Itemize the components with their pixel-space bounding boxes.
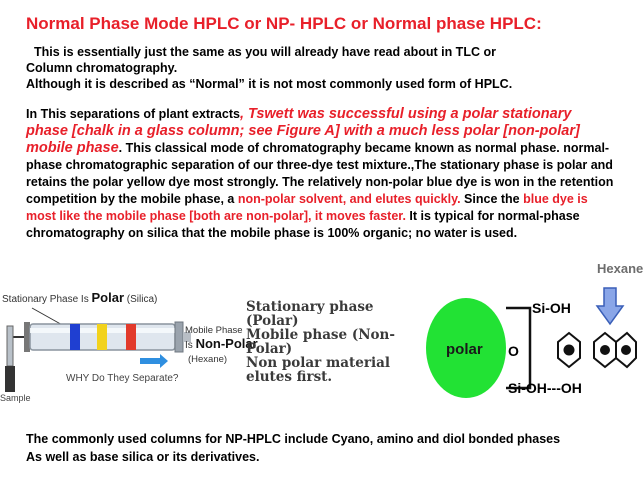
- body-paragraph: [26, 106, 616, 242]
- notes-line-4: Polar): [246, 341, 293, 357]
- hexagon-left-dot: [564, 345, 575, 356]
- column-end-cap-right: [175, 322, 183, 352]
- yellow-band: [97, 324, 107, 350]
- para-text-3: Since the: [460, 192, 524, 206]
- notes-line-2: (Polar): [246, 313, 299, 329]
- hexane-arrow: [597, 288, 623, 324]
- mobile-label-nonpolar: Non-Polar: [195, 336, 258, 351]
- footer-line-1: The commonly used columns for NP-HPLC include Cyano, amino and diol bonded phases: [26, 432, 561, 446]
- para-bluedye-highlight: blue dye is most like the mobile phase [both are non-polar], it moves faster.: [26, 192, 588, 223]
- red-band: [126, 324, 136, 350]
- para-text-4: It is typical for normal-phase chromatography on silica that the mobile phase is 100% organic; no water is used.: [26, 209, 580, 240]
- sample-vial: [7, 326, 13, 366]
- mobile-label-is: Is: [185, 340, 196, 351]
- si-oh-bottom: Si-OH---OH: [508, 380, 582, 396]
- footer-line-2: As well as base silica or its derivatives.: [26, 450, 260, 464]
- notes-line-3: Mobile phase (Non-: [246, 327, 395, 343]
- stationary-phase-label: [2, 290, 157, 305]
- para-text-2: . This classical mode of chromatography became known as normal phase. normal-phase chromatographic separation of our three-dye test mixture.,The stationary phase is polar and retains the polar yellow dye most strongly. The relatively non-polar blue dye is won in the retention competition by the mobile phase, a: [26, 141, 614, 206]
- intro-line-1: This is essentially just the same as you will already have read about in TLC or: [34, 45, 496, 59]
- notes-line-5: Non polar material: [246, 355, 390, 371]
- para-nonpolar-highlight: non-polar solvent, and elutes quickly.: [237, 192, 461, 206]
- why-separate-label: WHY Do They Separate?: [66, 373, 179, 384]
- flow-arrow: [140, 354, 168, 368]
- polar-surface-figure: [418, 280, 636, 405]
- footer-text: [26, 430, 560, 466]
- page-title: Normal Phase Mode HPLC or NP- HPLC or Normal phase HPLC:: [26, 14, 542, 33]
- sample-label: Sample: [0, 393, 31, 403]
- stationary-label-polar: Polar: [91, 290, 125, 305]
- blue-band: [70, 324, 80, 350]
- notes-line-1: Stationary phase: [246, 299, 374, 315]
- column-end-cap-left: [24, 322, 30, 352]
- polar-label: polar: [446, 341, 483, 358]
- column-figure: [0, 286, 258, 404]
- sample-vial-base: [5, 366, 15, 392]
- hexane-label: Hexane: [597, 261, 643, 276]
- para-tswett-highlight: , Tswett was successful using a polar stationary phase [chalk in a glass column; see Figure A] with a much less polar [non-polar] mobile phase: [26, 106, 580, 156]
- notes-line-6: elutes first.: [246, 369, 333, 385]
- mobile-phase-label-1: Mobile Phase: [185, 325, 243, 336]
- stationary-label-c: (Silica): [124, 294, 158, 305]
- intro-line-2: Column chromatography.: [26, 61, 178, 75]
- stationary-label-a: Stationary Phase Is: [2, 294, 92, 305]
- hexagon-right-dot-b: [621, 345, 631, 355]
- mobile-phase-label-3: (Hexane): [188, 354, 228, 365]
- intro-line-3: Although it is described as “Normal” it is not most commonly used form of HPLC.: [26, 77, 513, 91]
- para-text-1: In This separations of plant extracts: [26, 107, 240, 121]
- o-label: O: [508, 343, 519, 359]
- notes-block: [246, 300, 416, 384]
- si-oh-top: Si-OH: [532, 300, 571, 316]
- hexagon-right-dot-a: [600, 345, 610, 355]
